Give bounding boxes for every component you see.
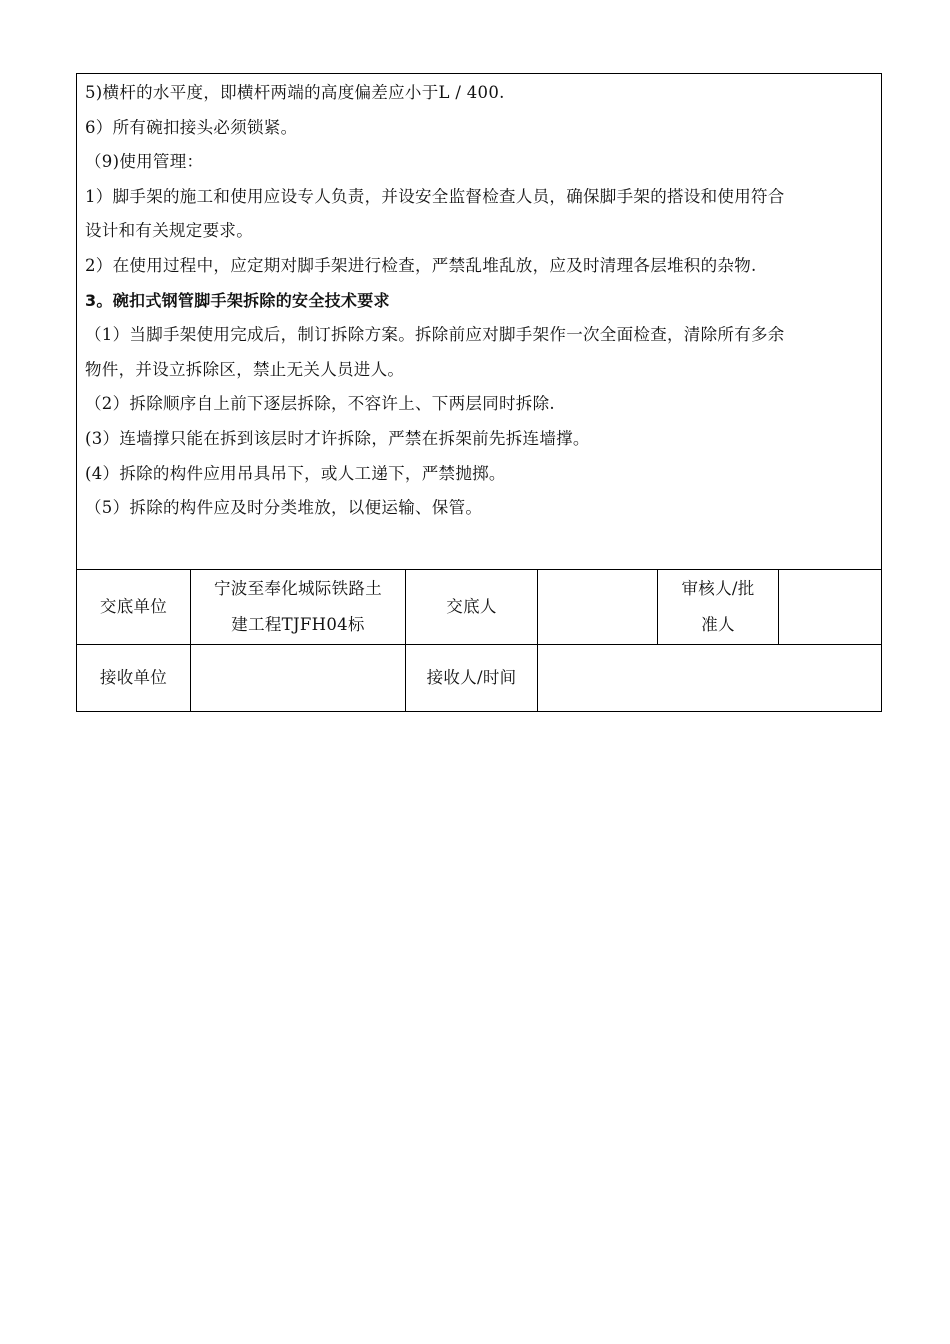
disclosure-unit-label: 交底单位 <box>77 570 191 645</box>
content-line: 设计和有关规定要求。 <box>85 221 253 241</box>
reviewer-label-line: 准人 <box>701 615 735 634</box>
reviewer-label-line: 审核人/批 <box>681 579 755 598</box>
content-line: (4）拆除的构件应用吊具吊下，或人工递下，严禁抛掷。 <box>85 463 506 483</box>
discloser-label: 交底人 <box>406 570 538 645</box>
content-cell <box>77 74 882 570</box>
disclosure-table <box>76 73 882 712</box>
section-heading: 3。碗扣式钢管脚手架拆除的安全技术要求 <box>85 290 390 310</box>
content-line: (3）连墙撑只能在拆到该层时才许拆除，严禁在拆架前先拆连墙撑。 <box>85 428 590 448</box>
content-line: （9)使用管理： <box>85 152 204 172</box>
disclosure-unit-value <box>191 570 406 645</box>
reviewer-value <box>779 570 882 645</box>
content-line: （2）拆除顺序自上前下逐层拆除，不容许上、下两层同时拆除. <box>85 394 555 414</box>
reviewer-label <box>658 570 779 645</box>
receiving-unit-value <box>191 645 406 712</box>
content-line: 2）在使用过程中，应定期对脚手架进行检查，严禁乱堆乱放，应及时清理各层堆积的杂物. <box>85 255 757 275</box>
content-line: 5)横杆的水平度，即横杆两端的高度偏差应小于L / 400. <box>85 83 505 102</box>
content-line: （5）拆除的构件应及时分类堆放，以便运输、保管。 <box>85 498 483 518</box>
content-line: 1）脚手架的施工和使用应设专人负责，并设安全监督检查人员，确保脚手架的搭设和使用符合 <box>85 186 785 206</box>
content-line: 6）所有碗扣接头必须锁紧。 <box>85 117 298 137</box>
receiver-time-value <box>538 645 882 712</box>
unit-value-line: 建工程TJFH04标 <box>231 615 365 634</box>
receiver-time-label: 接收人/时间 <box>406 645 538 712</box>
content-line: （1）当脚手架使用完成后，制订拆除方案。拆除前应对脚手架作一次全面检查，清除所有多余 <box>85 325 785 345</box>
content-line: 物件，并设立拆除区，禁止无关人员进人。 <box>85 359 405 379</box>
discloser-value <box>538 570 658 645</box>
receiving-unit-label: 接收单位 <box>77 645 191 712</box>
unit-value-line: 宁波至奉化城际铁路土 <box>214 579 382 598</box>
